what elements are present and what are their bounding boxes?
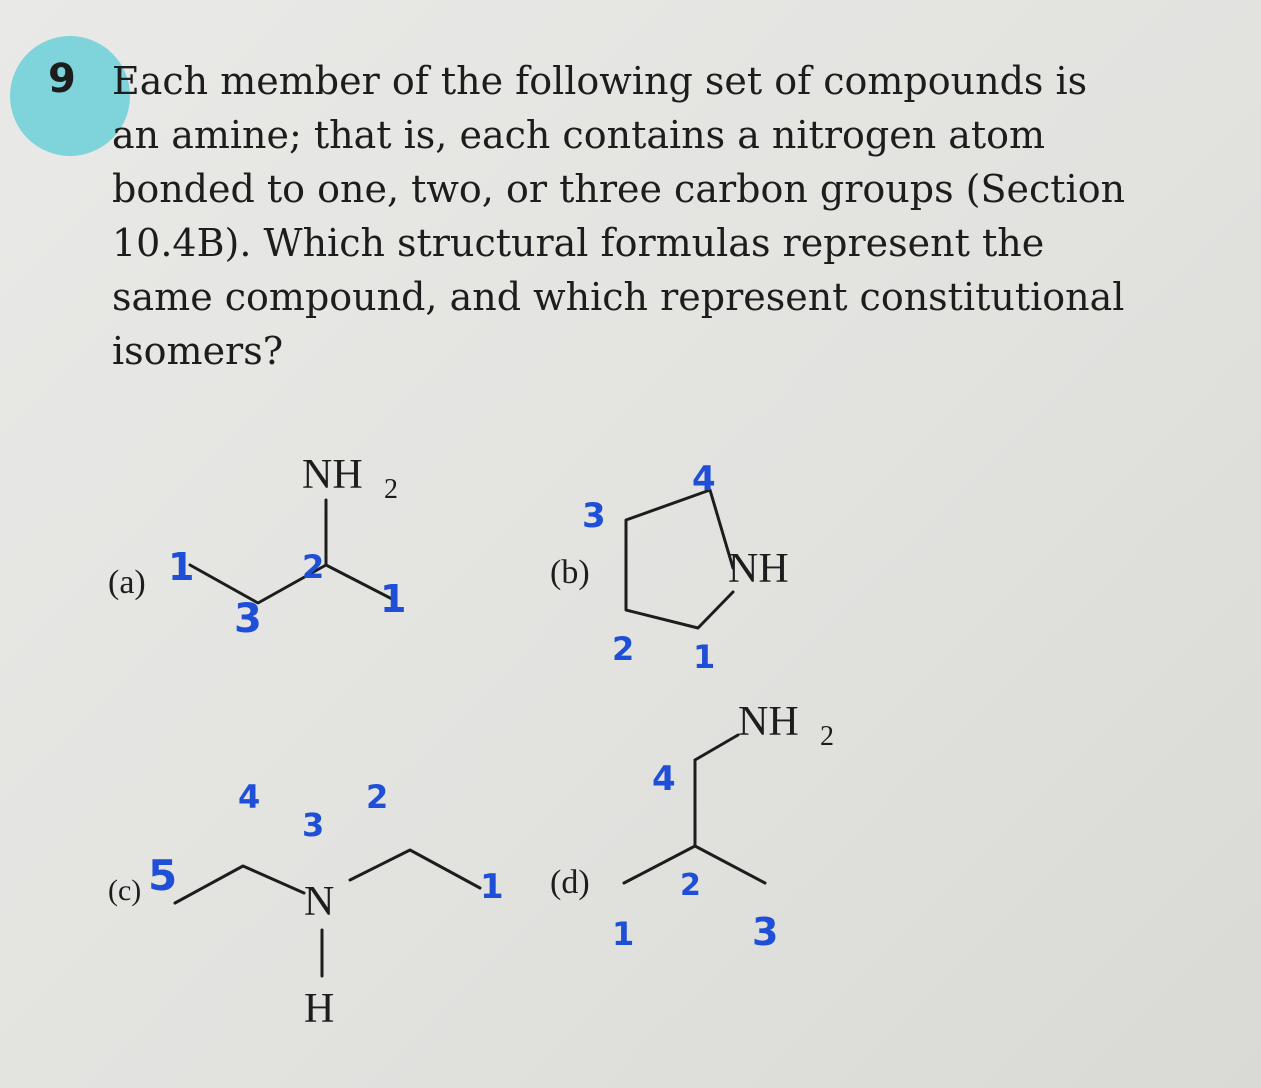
structure-a-skeleton (190, 565, 394, 603)
question-line: same compound, and which represent constitutional (112, 275, 1125, 319)
structure-b-ring (626, 490, 733, 628)
structure-c-hydrogen: H (304, 986, 335, 1032)
structure-b-label: (b) (550, 554, 590, 591)
handwritten-number: 3 (302, 806, 325, 844)
structure-c-label: (c) (108, 874, 142, 907)
handwritten-number: 2 (680, 868, 701, 903)
structure-a-subscript: 2 (384, 474, 398, 505)
question-line: an amine; that is, each contains a nitrogen atom (112, 113, 1046, 157)
structure-a-nh-group: NH (302, 452, 363, 498)
handwritten-number: 3 (752, 910, 779, 954)
structure-d-nh-group: NH (738, 699, 799, 745)
handwritten-number: 2 (366, 778, 389, 816)
structure-c-chain-right (350, 850, 480, 888)
handwritten-number: 4 (692, 459, 716, 499)
handwritten-number: 1 (480, 867, 504, 907)
handwritten-number: 2 (612, 630, 635, 668)
handwritten-number: 3 (582, 496, 606, 536)
handwritten-number: 4 (238, 778, 261, 816)
structure-d-nh2-bond (695, 735, 738, 760)
handwritten-number: 4 (652, 759, 676, 799)
structure-c-chain-left (175, 866, 304, 903)
structure-a-label: (a) (108, 564, 146, 601)
structure-d-subscript: 2 (820, 721, 834, 752)
handwritten-number: 1 (612, 915, 635, 953)
structure-c-nitrogen: N (304, 879, 335, 925)
handwritten-number: 1 (168, 545, 195, 589)
question-line: Each member of the following set of compounds is (112, 59, 1088, 103)
handwritten-number: 5 (148, 851, 178, 900)
structure-b-nh-group: NH (728, 546, 789, 592)
handwritten-number: 1 (693, 638, 716, 676)
question-number: 9 (48, 56, 76, 102)
handwritten-number: 2 (302, 548, 325, 586)
question-line: isomers? (112, 329, 284, 373)
structure-d-label: (d) (550, 864, 590, 901)
handwritten-number: 1 (380, 577, 407, 621)
question-line: bonded to one, two, or three carbon groups (Section (112, 167, 1126, 211)
question-line: 10.4B). Which structural formulas represent the (112, 221, 1045, 265)
handwritten-number: 3 (234, 596, 262, 642)
